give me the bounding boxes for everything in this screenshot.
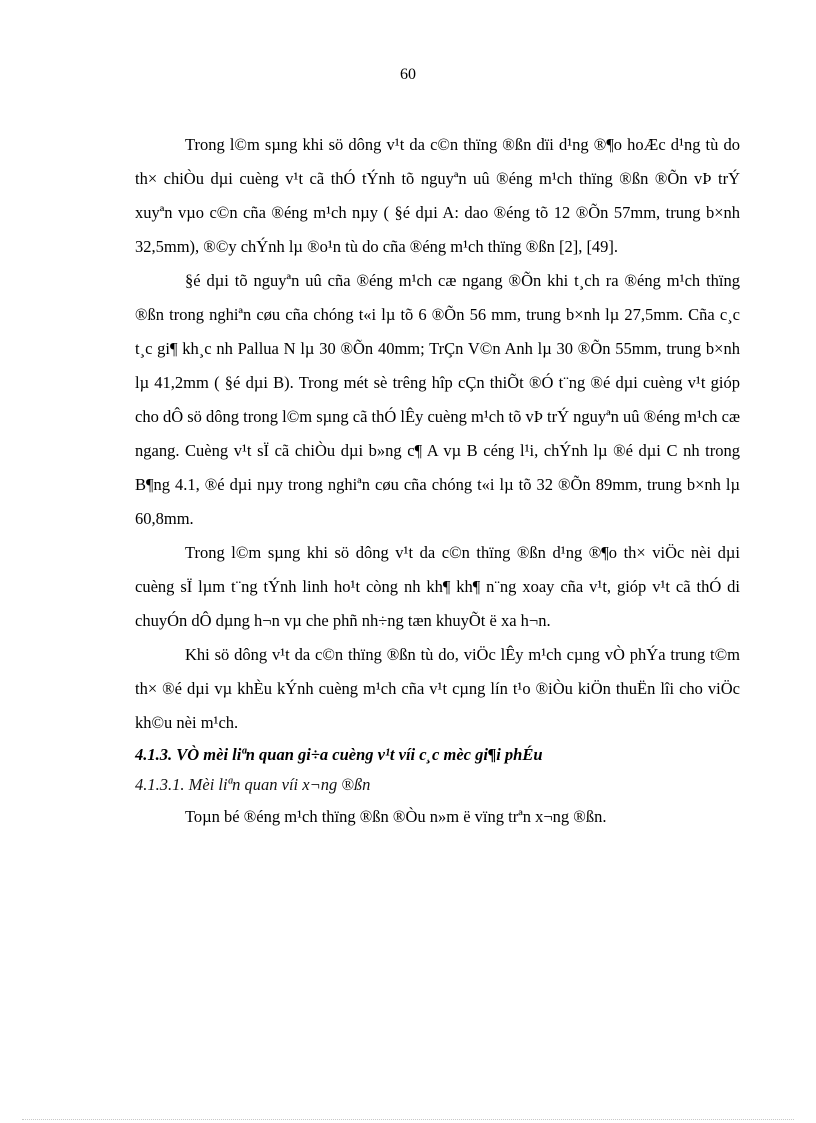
paragraph-3: Trong l©m sµng khi sö dông v¹t da c©n thïng ®ßn d¹ng ®¶o th× viÖc nèi dµi cuèng sÏ lµm t¨ng tÝnh linh ho¹t còng nh kh¶ kh¶ n¨ng xoay cña v¹t, gióp v¹t cã thÓ di chuyÓn dÔ dµng h¬n vµ che phñ nh÷ng tæn khuyÕt ë xa h¬n. xyxy=(135,543,740,630)
section-heading: 4.1.3. VÒ mèi liªn quan gi÷a cuèng v¹t víi c¸c mèc gi¶i phÉu xyxy=(135,745,543,764)
subsection-heading: 4.1.3.1. Mèi liªn quan víi x¬ng ®ßn xyxy=(135,775,371,794)
page-bottom-rule xyxy=(22,1119,794,1120)
paragraph-2: §é dµi tõ nguyªn uû cña ®éng m¹ch cæ ngang ®Õn khi t¸ch ra ®éng m¹ch thïng ®ßn trong nghiªn cøu cña chóng t«i lµ tõ 6 ®Õn 56 mm, trung b×nh lµ 27,5mm. Cña c¸c t¸c gi¶ kh¸c nh Pallua N lµ 30 ®Õn 40mm; TrÇn V©n Anh lµ 30 ®Õn 55mm, trung b×nh lµ 41,2mm ( §é dµi B). Trong mét sè trêng hîp cÇn thiÕt ®Ó t¨ng ®é dµi cuèng v¹t gióp cho dÔ sö dông trong l©m sµng cã thÓ lÊy cuèng m¹ch tõ vÞ trÝ nguyªn uû ®éng m¹ch cæ ngang. Cuèng v¹t sÏ cã chiÒu dµi b»ng c¶ A vµ B céng l¹i, chÝnh lµ ®é dµi C nh trong B¶ng 4.1, ®é dµi nµy trong nghiªn cøu cña chóng t«i lµ tõ 32 ®Õn 89mm, trung b×nh lµ 60,8mm. xyxy=(135,271,740,528)
paragraph-1: Trong l©m sµng khi sö dông v¹t da c©n thïng ®ßn dïi d¹ng ®¶o hoÆc d¹ng tù do th× chiÒu dµi cuèng v¹t cã thÓ tÝnh tõ nguyªn uû ®éng m¹ch thïng ®ßn ®Õn vÞ trÝ xuyªn vµo c©n cña ®éng m¹ch nµy ( §é dµi A: dao ®éng tõ 12 ®Õn 57mm, trung b×nh 32,5mm), ®©y chÝnh lµ ®o¹n tù do cña ®éng m¹ch thïng ®ßn [2], [49]. xyxy=(135,135,740,256)
document-body xyxy=(135,128,740,834)
paragraph-4: Khi sö dông v¹t da c©n thïng ®ßn tù do, viÖc lÊy m¹ch cµng vÒ phÝa trung t©m th× ®é dµi vµ khÈu kÝnh cuèng m¹ch cña v¹t cµng lín t¹o ®iÒu kiÖn thuËn lîi cho viÖc kh©u nèi m¹ch. xyxy=(135,645,740,732)
paragraph-5: Toµn bé ®éng m¹ch thïng ®ßn ®Òu n»m ë vïng trªn x¬ng ®ßn. xyxy=(185,807,607,826)
page-number: 60 xyxy=(400,66,416,83)
